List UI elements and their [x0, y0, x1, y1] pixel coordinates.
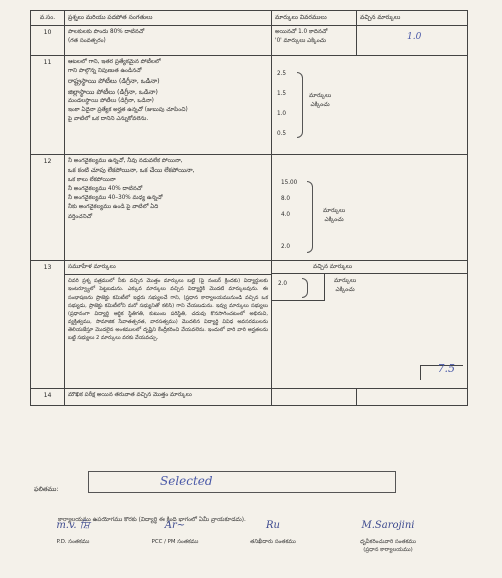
signature-scribble: M.Sarojini: [361, 520, 415, 531]
question-cell: [65, 56, 272, 155]
scale-value: 4.0: [281, 212, 291, 218]
question-line: ఒక కంటి చూపు లేకపోయినా, ఒక చేయి లేకపోయినా,: [68, 167, 195, 175]
total-score-value: 7.5: [437, 362, 455, 376]
question-line: ఆటలలో గాని, ఇతర ప్రత్యేకమైన పోటీలలో: [68, 59, 161, 65]
brace-label-line: ఎక్కించు: [310, 101, 330, 108]
signature-scribble: m.v. ਸ਼ਿ: [56, 520, 90, 531]
signature-sublabel: (ప్రధాన కార్యాలయము): [363, 547, 413, 553]
brace-label-line: ఎక్కించు: [324, 216, 344, 223]
signature-verifier: [336, 520, 440, 554]
header-questions: ప్రశ్నలు మరియు పదపోత సంగతులు: [65, 11, 272, 26]
row-number: 13: [31, 261, 65, 389]
signature-label: PCC / PM సంతకము: [151, 539, 199, 545]
question-line: నీకు అంగవైకల్యము ఉండి పై వాటిలో ఏది: [68, 204, 159, 211]
signature-label: P.D. సంతకము: [56, 539, 90, 545]
row-number: 14: [31, 389, 65, 406]
table-row-12: [31, 155, 468, 261]
mark-details-cell: [272, 389, 357, 406]
signature-label: ధృవీకరించువారి సంతకము: [359, 539, 416, 545]
awarded-cell: [357, 389, 468, 406]
scale-value: 1.0: [277, 111, 287, 117]
question-line: ఇంకా ఏదైనా ప్రత్యేక అర్హత ఉన్నచో (జుబుపు చూపించి): [68, 107, 188, 114]
question-line: నీ అంగవైకల్యము 40% దాటినచో: [68, 186, 143, 193]
awarded-cell: [357, 26, 468, 56]
marks-table: [30, 10, 468, 406]
question-line: మండలస్థాయి పోటీలు (డిగ్రీనా, ఒడినా): [68, 98, 154, 105]
brace-label-line: మార్కులు: [323, 208, 346, 214]
scale-value: 15.00: [281, 180, 298, 186]
interview-paragraph: చివరి ప్రశ్న పత్రములో నీకు వచ్చిన మొత్తం మార్కులు బట్టి (పై నంబర్ క్రిందకు) విద్యార్థులకు ఇంటర్వ్యూలో పెట్టబడును. ఎక్కువ మార్కులు వచ్చిన విద్యార్థికి మొదటి మార్కులవును. ఈ సంభాషణను ప్రాజెక్టు కమిటీలో ఇద్దరు సభ్యులచే గాని, (ప్రధాన కార్యాలయమునుండి వచ్చిన ఒక సభ్యుడు, ప్రాజెక్టు కమిటీలోని మరో సభ్యునితో కలిసి) గాని చేయబడును. ఇవ్వు మార్కులు సభ్యులు (ప్రధానంగా విద్యార్థి ఆర్థిక స్థితిగతి, కుటుంబ పరిస్థితి, చదువు కొనసాగించటంలో అభిరుచి, వ్యక్తిత్వము, సామాజిక సేవాతత్పరత, వారసత్వము) మొదలిన విద్యార్థి వివిధ అవసరములను తెలియజేస్తూ మొదలైన అంశములలో దృష్టిని కేంద్రీకరించి వేయవలెను. ఇందులో వారి వారి అర్హతలను బట్టి సభ్యులు 2 మార్కులు వరకు వేయవచ్చు.: [68, 278, 268, 342]
question-line: పై వాటిలో ఒక దానిని ఎన్నుకోవలెను.: [68, 116, 149, 123]
detail-line: '0' మార్కులు ఎక్కించు: [275, 38, 326, 45]
scale-value: 2.0: [278, 281, 288, 287]
scale-value: 2.5: [277, 71, 287, 77]
question-cell: [65, 261, 272, 389]
signature-inspector: [228, 520, 318, 546]
question-line: ఒక కాలు లేకపోయినా: [68, 177, 116, 184]
table-row-11: [31, 56, 468, 155]
brace-label: [323, 207, 345, 224]
scale-value: 0.5: [277, 131, 287, 137]
signature-scribble: Ar~: [164, 520, 186, 531]
table-row-14: [31, 389, 468, 406]
question-line: జిల్లాస్థాయి పోటీలు (డిగ్రీనా, ఒడినా): [68, 87, 158, 96]
signature-pd: [28, 520, 118, 546]
brace-label: [334, 277, 356, 294]
brace-label-line: ఎక్కించు: [335, 286, 355, 293]
detail-line: అయినచో 1.0 కాదినచో: [275, 29, 328, 35]
result-box[interactable]: [88, 471, 396, 493]
question-cell: [65, 155, 272, 261]
row-number: 11: [31, 56, 65, 155]
mark-scale-cell: [272, 155, 468, 261]
brace-bracket: [297, 72, 303, 138]
question-line: నీ అంగవైకల్యము 40–30% మధ్య ఉన్నచో: [68, 195, 163, 202]
mark-scale-cell: [272, 56, 468, 155]
question-line: మౌఖిక పరీక్ష అయిన తరువాత వచ్చిన మొత్తం మార్కులు: [68, 392, 192, 398]
brace-label-line: మార్కులు: [334, 278, 357, 284]
question-line: గాని పాల్గొన్న నిపుణుత ఉండినచో: [68, 68, 142, 75]
result-label: ఫలితము:: [34, 486, 59, 493]
mark-details-cell: [272, 26, 357, 56]
question-line: రాష్ట్రస్థాయి పోటీలు (డిగ్రీనా, ఒడినా): [68, 77, 160, 86]
scale-value: 8.0: [281, 196, 291, 202]
row-number: 12: [31, 155, 65, 261]
signature-label: తనిఖీదారు సంతకము: [250, 539, 296, 545]
section-title: సమూహేళ మార్కులు: [68, 264, 116, 270]
brace-bracket: [302, 278, 308, 298]
scale-value: 2.0: [281, 244, 291, 250]
awarded-subhead: వచ్చిన మార్కులు: [313, 264, 352, 270]
brace-bracket: [307, 181, 313, 253]
table-row-10: [31, 26, 468, 56]
row-number: 10: [31, 26, 65, 56]
question-line: వర్తించనిచో: [68, 213, 93, 220]
question-cell: [65, 389, 272, 406]
question-line: నీ అంగవైకల్యము ఉన్నచో, నీవు నడువలేక పోయినా,: [68, 158, 183, 164]
brace-label: [309, 92, 331, 109]
signature-scribble: Ru: [266, 520, 280, 531]
header-awarded-marks: వచ్చిన మార్కులు: [357, 11, 468, 26]
question-cell: [65, 26, 272, 56]
header-serial: వ.సం.: [31, 11, 65, 26]
result-value: Selected: [160, 474, 213, 488]
question-line: పాలకులకు పొందు 80% దాటినచో: [68, 29, 145, 35]
table-header-row: [31, 11, 468, 26]
header-mark-details: మార్కులు వివరములు: [272, 11, 357, 26]
signature-pcc: [130, 520, 220, 546]
brace-label-line: మార్కులు: [309, 93, 332, 99]
question-line: (గత సంవత్సరం): [68, 38, 106, 45]
table-row-13: [31, 261, 468, 389]
awarded-value: 1.0: [407, 32, 422, 42]
office-use-note: కార్యాలయము ఉపయోగము కొరకు (విద్యార్థి ఈ క్రింది భాగంలో ఏమీ వ్రాయకూడదు).: [58, 517, 246, 523]
scale-value: 1.5: [277, 91, 287, 97]
mark-scale-cell: [272, 261, 468, 389]
